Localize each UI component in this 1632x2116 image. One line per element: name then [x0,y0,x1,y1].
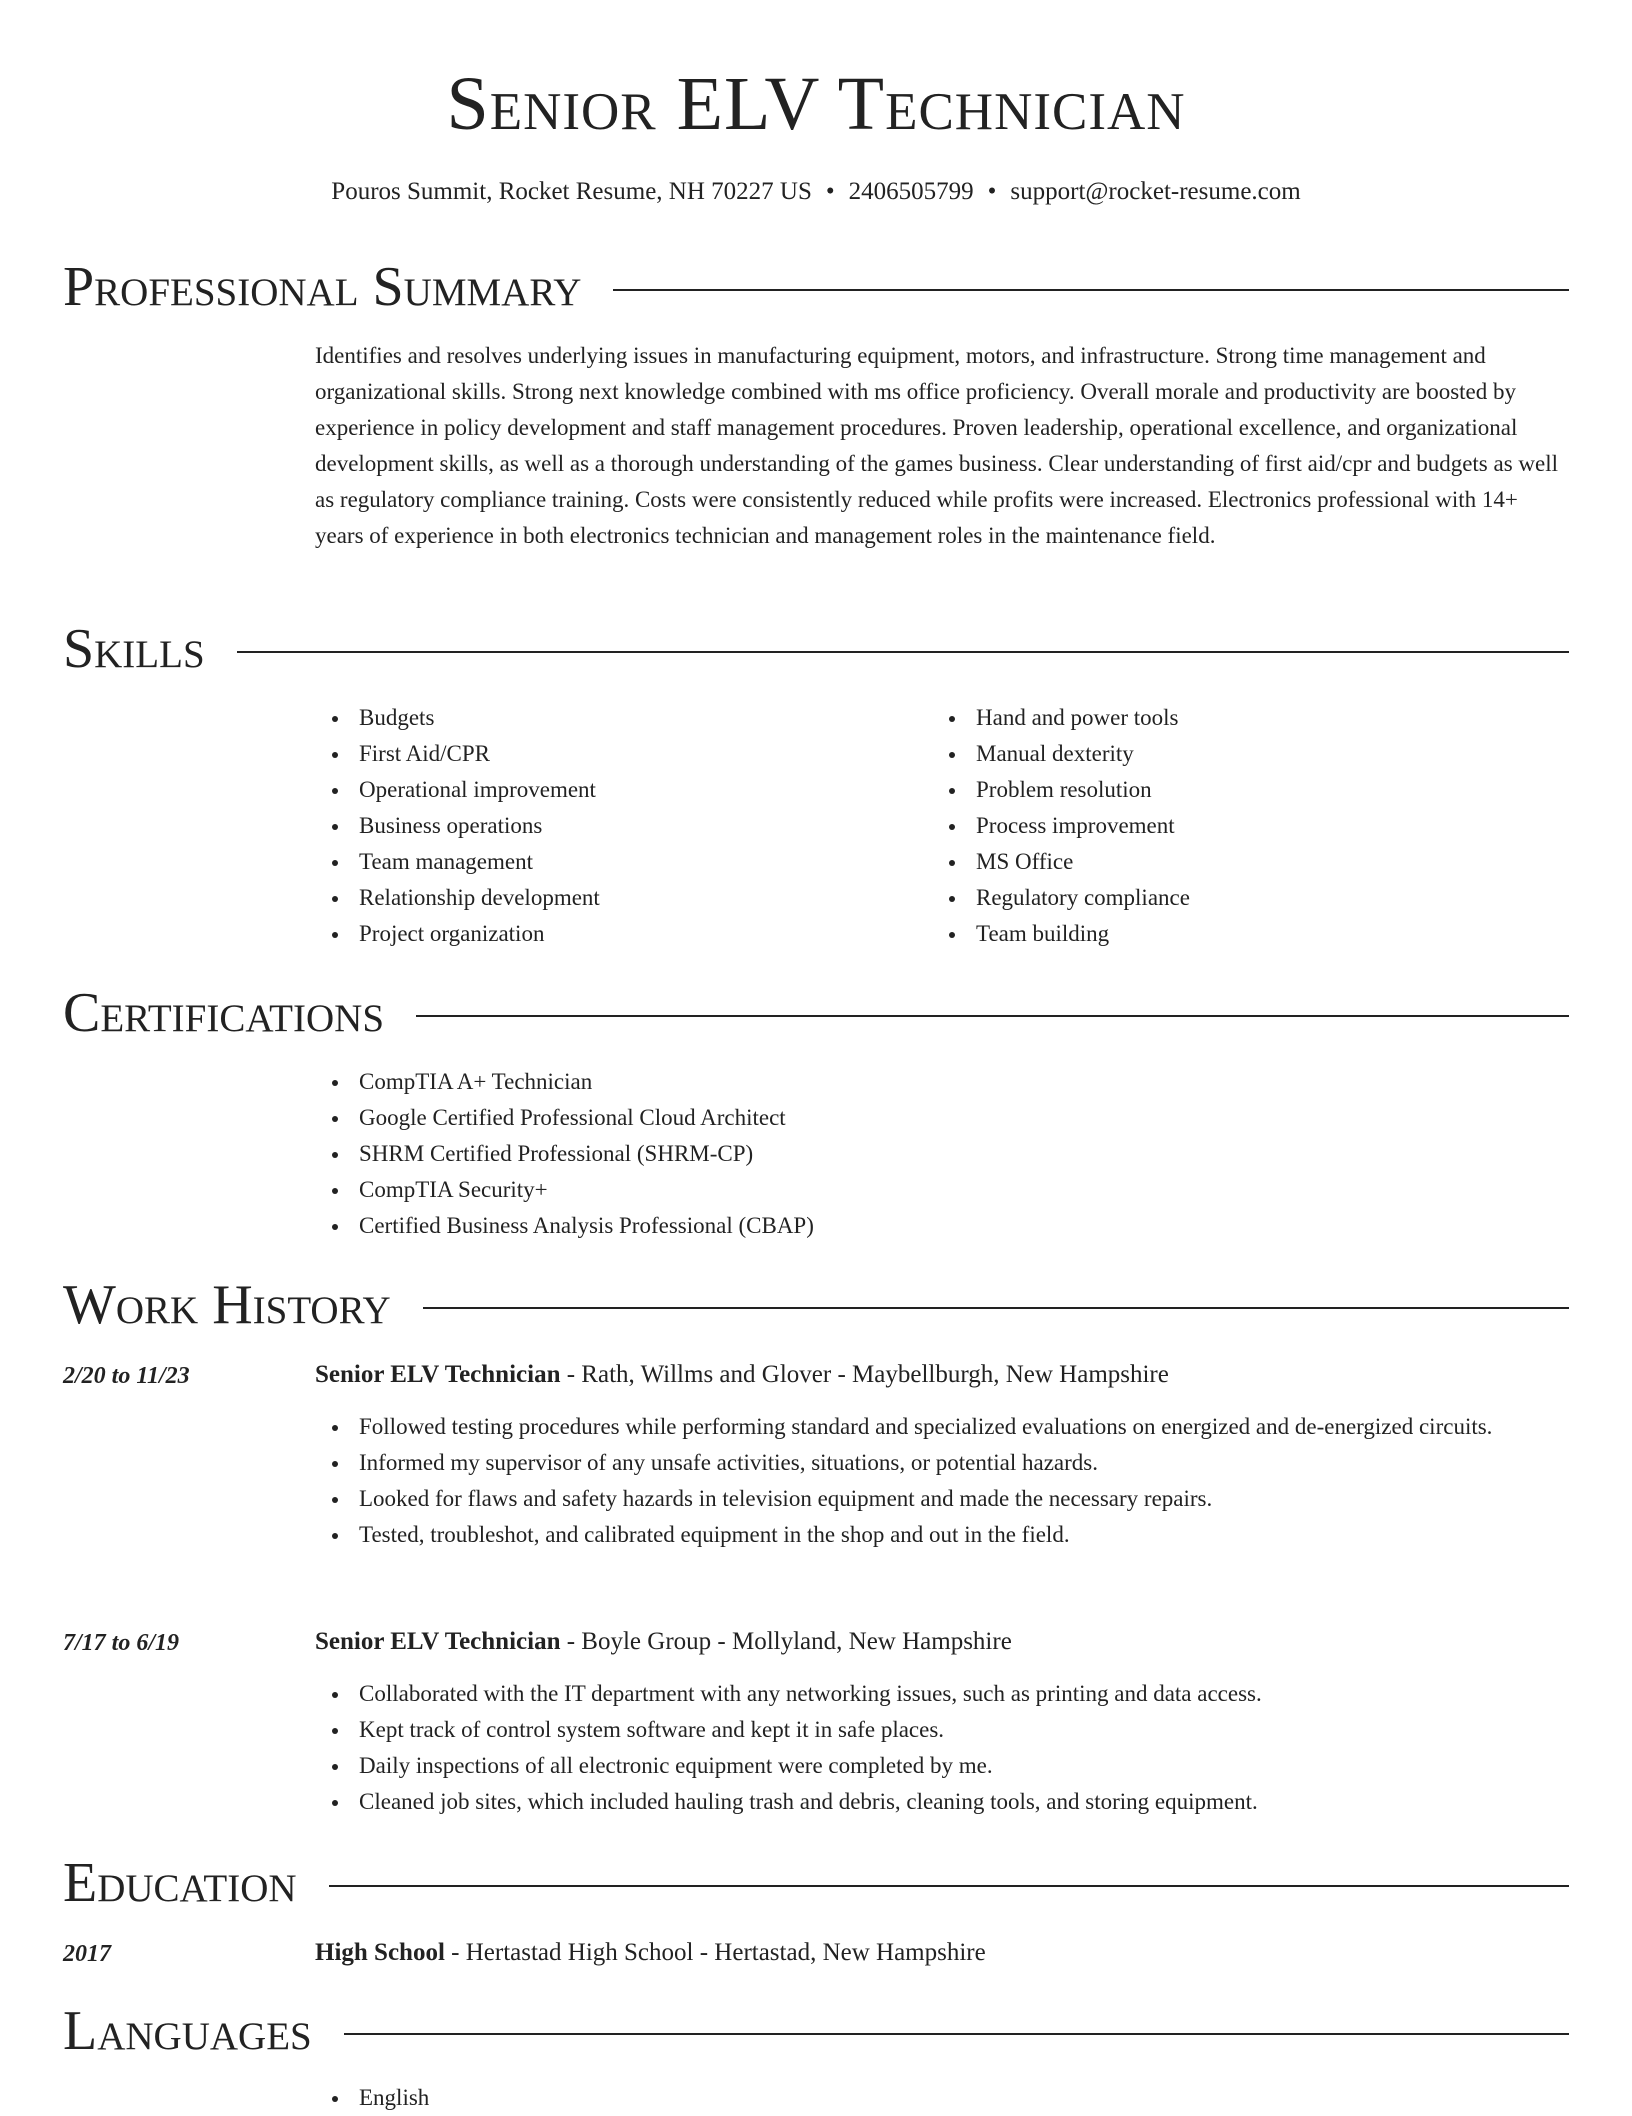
education-year: 2017 [63,1941,111,1967]
section-divider [613,289,1569,291]
section-title: Professional Summary [63,256,582,318]
section-divider [237,651,1569,653]
contact-line [0,174,1632,210]
skills-list-left [315,700,915,952]
contact-address: Pouros Summit, Rocket Resume, NH 70227 US [331,178,812,205]
contact-separator: • [825,178,835,205]
job-title-line [315,1357,1570,1393]
skill-item: Team building [932,916,1532,952]
job-bullet: Kept track of control system software and kept it in safe places. [315,1712,1570,1748]
certifications-list [315,1064,1570,1244]
skill-item: Manual dexterity [932,736,1532,772]
job-title-line [315,1624,1570,1660]
skill-item: MS Office [932,844,1532,880]
skill-item: Budgets [315,700,915,736]
job-bullet: Collaborated with the IT department with any networking issues, such as printing and data access. [315,1676,1570,1712]
section-header-work-history [63,1270,1569,1340]
job-bullet: Followed testing procedures while performing standard and specialized evaluations on energized and de-energized circuits. [315,1409,1570,1445]
summary-text: Identifies and resolves underlying issues in manufacturing equipment, motors, and infrastructure. Strong time management and organizational skills. Strong next knowledge combined with ms office proficiency. Overall morale and productivity are boosted by experience in policy development and staff management procedures. Proven leadership, operational excellence, and organizational development skills, as well as a thorough understanding of the games business. Clear understanding of first aid/cpr and budgets as well as regulatory compliance training. Costs were consistently reduced while profits were increased. Electronics professional with 14+ years of experience in both electronics technician and management roles in the maintenance field. [315,343,1559,548]
section-title: Education [63,1852,297,1914]
education-degree: High School [315,1939,445,1966]
section-title: Languages [63,2000,312,2062]
section-header-education [63,1848,1569,1918]
skill-item: Project organization [315,916,915,952]
job-role: Senior ELV Technician [315,1361,561,1388]
section-header-languages [63,1996,1569,2066]
education-details: - Hertastad High School - Hertastad, New Hampshire [444,1939,986,1966]
skill-item: Problem resolution [932,772,1532,808]
certification-item: SHRM Certified Professional (SHRM-CP) [315,1136,1570,1172]
contact-phone: 2406505799 [848,178,974,205]
job-bullet: Looked for flaws and safety hazards in television equipment and made the necessary repairs. [315,1481,1570,1517]
skill-item: Operational improvement [315,772,915,808]
section-header-summary [63,252,1569,322]
job-bullet: Daily inspections of all electronic equipment were completed by me. [315,1748,1570,1784]
skill-item: Hand and power tools [932,700,1532,736]
section-header-certifications [63,978,1569,1048]
section-title: Certifications [63,982,385,1044]
languages-list [315,2080,1570,2116]
certification-item: CompTIA A+ Technician [315,1064,1570,1100]
section-title: Work History [63,1274,391,1336]
section-header-skills [63,614,1569,684]
skill-item: Process improvement [932,808,1532,844]
certification-item: Google Certified Professional Cloud Architect [315,1100,1570,1136]
skills-list-right [932,700,1532,952]
resume-name: Senior ELV Technician [446,62,1186,146]
job-bullets [315,1676,1570,1820]
job-dates: 2/20 to 11/23 [63,1363,190,1389]
job-details: - Rath, Willms and Glover - Maybellburgh, New Hampshire [560,1361,1169,1388]
job-bullet: Informed my supervisor of any unsafe activities, situations, or potential hazards. [315,1445,1570,1481]
section-title: Skills [63,618,205,680]
job-details: - Boyle Group - Mollyland, New Hampshire [560,1628,1012,1655]
contact-separator: • [987,178,997,205]
skill-item: First Aid/CPR [315,736,915,772]
section-divider [423,1307,1569,1309]
section-divider [416,1015,1569,1017]
section-divider [344,2033,1569,2035]
certification-item: Certified Business Analysis Professional (CBAP) [315,1208,1570,1244]
certification-item: CompTIA Security+ [315,1172,1570,1208]
job-dates: 7/17 to 6/19 [63,1630,180,1656]
job-role: Senior ELV Technician [315,1628,561,1655]
contact-email: support@rocket-resume.com [1010,178,1301,205]
language-item: English [315,2080,1570,2116]
section-divider [329,1885,1569,1887]
education-line [315,1935,1570,1971]
job-bullets [315,1409,1570,1553]
skill-item: Regulatory compliance [932,880,1532,916]
job-bullet: Tested, troubleshot, and calibrated equipment in the shop and out in the field. [315,1517,1570,1553]
skill-item: Business operations [315,808,915,844]
skill-item: Team management [315,844,915,880]
job-bullet: Cleaned job sites, which included hauling trash and debris, cleaning tools, and storing equipment. [315,1784,1570,1820]
skill-item: Relationship development [315,880,915,916]
